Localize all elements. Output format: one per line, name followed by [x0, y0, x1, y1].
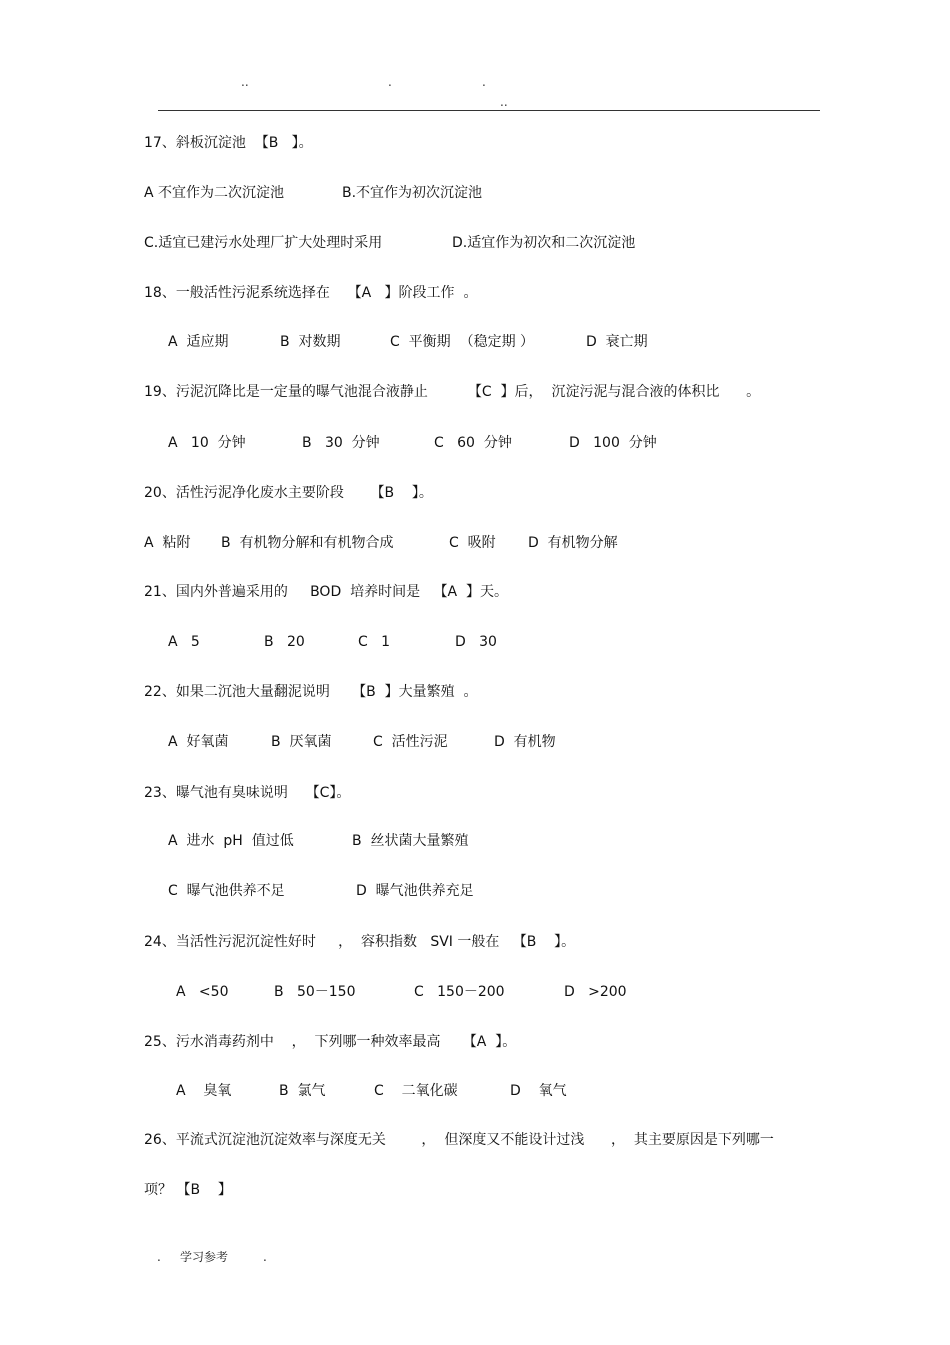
question-25-option-d: D 氧气: [510, 1083, 567, 1099]
question-24-option-a: A <50: [176, 984, 229, 1000]
question-23-stem: 23、曝气池有臭味说明 【C】。: [144, 785, 351, 801]
question-20-option-a: A 粘附: [144, 535, 191, 551]
question-19-option-a: A 10 分钟: [168, 435, 246, 451]
question-19-option-d: D 100 分钟: [569, 435, 657, 451]
question-24-option-d: D >200: [564, 984, 627, 1000]
question-17-stem: 17、斜板沉淀池 【B 】。: [144, 135, 313, 151]
question-21-stem: 21、国内外普遍采用的 BOD 培养时间是 【A 】天。: [144, 584, 508, 600]
question-21-option-b: B 20: [264, 634, 305, 650]
question-25-option-c: C 二氧化碳: [374, 1083, 458, 1099]
header-dots-right: .: [482, 75, 486, 89]
question-22-option-a: A 好氧菌: [168, 734, 229, 750]
question-17-option-d: D.适宜作为初次和二次沉淀池: [452, 235, 636, 251]
question-18-option-b: B 对数期: [280, 334, 341, 350]
question-24-stem: 24、当活性污泥沉淀性好时 ， 容积指数 SVI 一般在 【B 】。: [144, 934, 576, 950]
question-22-stem: 22、如果二沉池大量翻泥说明 【B 】大量繁殖 。: [144, 684, 478, 700]
question-20-option-b: B 有机物分解和有机物合成: [221, 535, 394, 551]
question-23-option-b: B 丝状菌大量繁殖: [352, 833, 469, 849]
question-21-option-a: A 5: [168, 634, 200, 650]
question-22-option-c: C 活性污泥: [373, 734, 448, 750]
footer-dot-right: .: [263, 1250, 267, 1264]
question-21-option-c: C 1: [358, 634, 391, 650]
question-17-option-a: A 不宜作为二次沉淀池: [144, 185, 285, 201]
question-18-option-a: A 适应期: [168, 334, 229, 350]
question-25-option-b: B 氯气: [279, 1083, 326, 1099]
question-17-option-c: C.适宜已建污水处理厂扩大处理时采用: [144, 235, 383, 251]
question-20-option-d: D 有机物分解: [528, 535, 618, 551]
question-25-stem: 25、污水消毒药剂中 ， 下列哪一种效率最高 【A 】。: [144, 1034, 517, 1050]
question-22-option-b: B 厌氧菌: [271, 734, 332, 750]
question-26-stem-continuation: 项？ 【B 】: [144, 1182, 232, 1198]
header-dots-under: ..: [500, 95, 508, 109]
header-dots-mid: .: [388, 75, 392, 89]
question-22-option-d: D 有机物: [494, 734, 556, 750]
question-20-option-c: C 吸附: [449, 535, 496, 551]
footer-dot-left: .: [157, 1250, 161, 1264]
question-17-option-b: B.不宜作为初次沉淀池: [342, 185, 483, 201]
footer-text: 学习参考: [180, 1250, 229, 1264]
header-rule: [158, 110, 820, 111]
question-19-stem: 19、污泥沉降比是一定量的曝气池混合液静止 【C 】后， 沉淀污泥与混合液的体积比 。: [144, 384, 761, 400]
question-19-option-c: C 60 分钟: [434, 435, 512, 451]
header-dots-left: ..: [241, 75, 249, 89]
question-18-stem: 18、一般活性污泥系统选择在 【A 】阶段工作 。: [144, 285, 478, 301]
question-24-option-c: C 150－200: [414, 984, 505, 1000]
question-23-option-a: A 进水 pH 值过低: [168, 833, 294, 849]
question-25-option-a: A 臭氧: [176, 1083, 232, 1099]
question-21-option-d: D 30: [455, 634, 497, 650]
question-24-option-b: B 50－150: [274, 984, 356, 1000]
question-26-stem: 26、平流式沉淀池沉淀效率与深度无关 ， 但深度又不能设计过浅 ， 其主要原因是下列哪一: [144, 1132, 774, 1148]
question-18-option-c: C 平衡期 （稳定期 ）: [390, 334, 535, 350]
question-18-option-d: D 衰亡期: [586, 334, 648, 350]
question-19-option-b: B 30 分钟: [302, 435, 380, 451]
question-20-stem: 20、活性污泥净化废水主要阶段 【B 】。: [144, 485, 433, 501]
question-23-option-d: D 曝气池供养充足: [356, 883, 474, 899]
question-23-option-c: C 曝气池供养不足: [168, 883, 285, 899]
